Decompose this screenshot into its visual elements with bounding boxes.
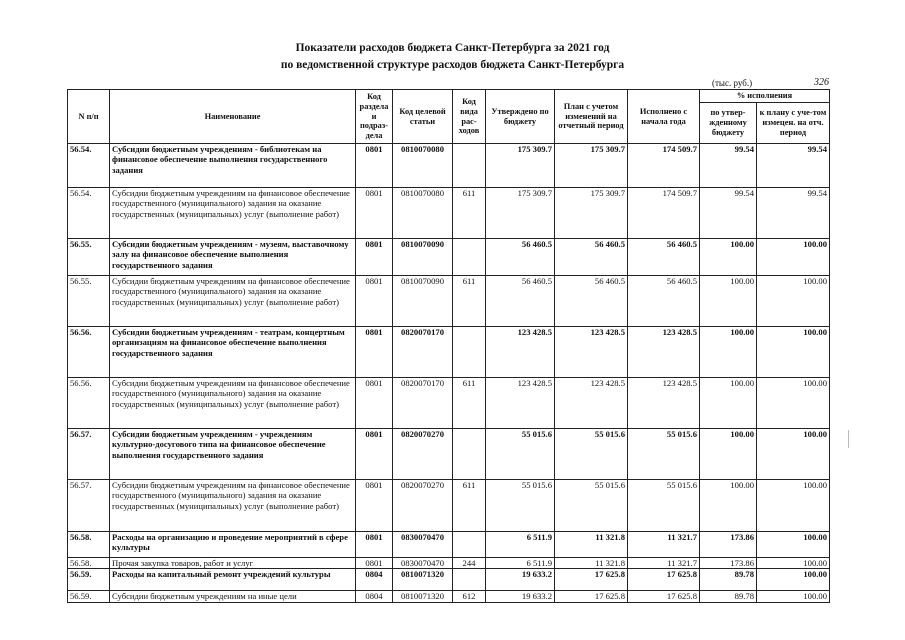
cell-executed: 56 460.5 — [628, 276, 700, 327]
cell-type — [453, 327, 486, 378]
cell-target: 0810071320 — [393, 591, 453, 603]
cell-target: 0820070270 — [393, 480, 453, 532]
cell-num: 56.54. — [68, 188, 110, 239]
cell-approved: 19 633.2 — [486, 591, 555, 603]
col-header-type: Код вида рас-ходов — [453, 90, 486, 144]
cell-name: Субсидии бюджетным учреждениям - театрам, концертным организациям на финансовое обеспечение выполнения государственного задания — [110, 327, 356, 378]
cell-num: 56.56. — [68, 327, 110, 378]
units-label: (тыс. руб.) — [712, 78, 753, 88]
cell-num: 56.57. — [68, 429, 110, 480]
cell-name: Субсидии бюджетным учреждениям на финансовое обеспечение государственного (муниципального) задания на оказание государственных (муниципальных) услуг (выполнение работ) — [110, 276, 356, 327]
cell-num: 56.58. — [68, 558, 110, 569]
cell-type: 611 — [453, 378, 486, 429]
cell-name: Субсидии бюджетным учреждениям на финансовое обеспечение государственного (муниципального) задания на оказание государственных (муниципальных) услуг (выполнение работ) — [110, 378, 356, 429]
table-row — [68, 239, 830, 276]
cell-pct-plan: 100.00 — [757, 378, 830, 429]
cell-name: Прочая закупка товаров, работ и услуг — [110, 558, 356, 569]
cell-plan: 56 460.5 — [555, 276, 628, 327]
col-header-executed: Исполнено с начала года — [628, 90, 700, 144]
cell-section: 0804 — [356, 591, 393, 603]
cell-approved: 56 460.5 — [486, 276, 555, 327]
cell-target: 0810070090 — [393, 276, 453, 327]
cell-approved: 123 428.5 — [486, 378, 555, 429]
cell-plan: 55 015.6 — [555, 480, 628, 532]
budget-table — [67, 89, 830, 603]
cell-plan: 56 460.5 — [555, 239, 628, 276]
cell-approved: 19 633.2 — [486, 569, 555, 591]
col-header-num: N п/п — [68, 90, 110, 144]
cell-approved: 56 460.5 — [486, 239, 555, 276]
cell-executed: 11 321.7 — [628, 558, 700, 569]
col-header-pct-plan: к плану с уче-том измецен. на отч. период — [757, 103, 830, 144]
cell-pct-plan: 100.00 — [757, 532, 830, 558]
table-row — [68, 429, 830, 480]
cell-pct-approved: 89.78 — [700, 569, 757, 591]
table-row — [68, 480, 830, 532]
cell-num: 56.55. — [68, 276, 110, 327]
cell-num: 56.59. — [68, 569, 110, 591]
cell-name: Субсидии бюджетным учреждениям на иные цели — [110, 591, 356, 603]
cell-executed: 123 428.5 — [628, 327, 700, 378]
cell-section: 0801 — [356, 327, 393, 378]
cell-section: 0801 — [356, 239, 393, 276]
col-header-pct-approved: по утвер-жденному бюджету — [700, 103, 757, 144]
cell-num: 56.55. — [68, 239, 110, 276]
cell-pct-plan: 100.00 — [757, 480, 830, 532]
cell-section: 0801 — [356, 429, 393, 480]
cell-pct-plan: 100.00 — [757, 239, 830, 276]
cell-name: Субсидии бюджетным учреждениям - учреждениям культурно-досугового типа на финансовое обеспечение выполнения государственного задания — [110, 429, 356, 480]
cell-type — [453, 144, 486, 188]
table-row — [68, 378, 830, 429]
cell-executed: 17 625.8 — [628, 591, 700, 603]
cell-target: 0810070080 — [393, 188, 453, 239]
cell-name: Расходы на капитальный ремонт учреждений культуры — [110, 569, 356, 591]
cell-pct-plan: 100.00 — [757, 429, 830, 480]
cell-approved: 175 309.7 — [486, 144, 555, 188]
cell-pct-plan: 100.00 — [757, 591, 830, 603]
cell-section: 0801 — [356, 378, 393, 429]
col-header-percent-group: % исполнения — [700, 90, 830, 103]
cell-type — [453, 532, 486, 558]
cell-target: 0810071320 — [393, 569, 453, 591]
cell-pct-approved: 100.00 — [700, 480, 757, 532]
cell-section: 0804 — [356, 569, 393, 591]
cell-executed: 11 321.7 — [628, 532, 700, 558]
cell-section: 0801 — [356, 276, 393, 327]
cell-approved: 123 428.5 — [486, 327, 555, 378]
cell-target: 0820070170 — [393, 378, 453, 429]
table-row — [68, 591, 830, 603]
cell-plan: 11 321.8 — [555, 532, 628, 558]
cell-pct-approved: 100.00 — [700, 378, 757, 429]
cell-name: Субсидии бюджетным учреждениям на финансовое обеспечение государственного (муниципального) задания на оказание государственных (муниципальных) услуг (выполнение работ) — [110, 188, 356, 239]
cell-approved: 55 015.6 — [486, 429, 555, 480]
cell-type: 611 — [453, 276, 486, 327]
cell-num: 56.57. — [68, 480, 110, 532]
cell-plan: 123 428.5 — [555, 378, 628, 429]
cell-executed: 55 015.6 — [628, 480, 700, 532]
cell-type: 612 — [453, 591, 486, 603]
table-row — [68, 276, 830, 327]
cell-section: 0801 — [356, 188, 393, 239]
cell-approved: 175 309.7 — [486, 188, 555, 239]
cell-pct-approved: 173.86 — [700, 558, 757, 569]
table-row — [68, 532, 830, 558]
cell-num: 56.59. — [68, 591, 110, 603]
table-row — [68, 188, 830, 239]
document-subtitle: по ведомственной структуре расходов бюджета Санкт-Петербурга — [280, 59, 625, 71]
cell-pct-approved: 99.54 — [700, 144, 757, 188]
cell-plan: 17 625.8 — [555, 591, 628, 603]
table-row — [68, 327, 830, 378]
cell-pct-approved: 100.00 — [700, 276, 757, 327]
cell-type: 244 — [453, 558, 486, 569]
cell-name: Расходы на организацию и проведение мероприятий в сфере культуры — [110, 532, 356, 558]
cell-pct-plan: 99.54 — [757, 188, 830, 239]
col-header-target: Код целевой статьи — [393, 90, 453, 144]
cell-name: Субсидии бюджетным учреждениям - музеям, выставочному залу на финансовое обеспечение выполнения государственного задания — [110, 239, 356, 276]
cell-approved: 55 015.6 — [486, 480, 555, 532]
cell-target: 0810070080 — [393, 144, 453, 188]
cell-pct-approved: 100.00 — [700, 327, 757, 378]
cell-plan: 17 625.8 — [555, 569, 628, 591]
cell-type: 611 — [453, 188, 486, 239]
cell-type — [453, 429, 486, 480]
cell-approved: 6 511.9 — [486, 558, 555, 569]
cell-type: 611 — [453, 480, 486, 532]
col-header-approved: Утверждено по бюджету — [486, 90, 555, 144]
cell-plan: 175 309.7 — [555, 144, 628, 188]
cell-type — [453, 569, 486, 591]
cell-executed: 174 509.7 — [628, 188, 700, 239]
cell-pct-approved: 100.00 — [700, 239, 757, 276]
scan-mark — [848, 430, 849, 448]
cell-plan: 11 321.8 — [555, 558, 628, 569]
cell-section: 0801 — [356, 480, 393, 532]
cell-section: 0801 — [356, 558, 393, 569]
cell-executed: 55 015.6 — [628, 429, 700, 480]
cell-target: 0830070470 — [393, 558, 453, 569]
cell-pct-plan: 100.00 — [757, 558, 830, 569]
cell-name: Субсидии бюджетным учреждениям - библиотекам на финансовое обеспечение выполнения государственного задания — [110, 144, 356, 188]
table-row — [68, 558, 830, 569]
cell-executed: 174 509.7 — [628, 144, 700, 188]
cell-plan: 55 015.6 — [555, 429, 628, 480]
cell-plan: 123 428.5 — [555, 327, 628, 378]
cell-target: 0810070090 — [393, 239, 453, 276]
cell-executed: 56 460.5 — [628, 239, 700, 276]
cell-target: 0830070470 — [393, 532, 453, 558]
cell-section: 0801 — [356, 532, 393, 558]
table-row — [68, 144, 830, 188]
cell-approved: 6 511.9 — [486, 532, 555, 558]
col-header-name: Наименование — [110, 90, 356, 144]
cell-pct-approved: 89.78 — [700, 591, 757, 603]
cell-target: 0820070270 — [393, 429, 453, 480]
cell-pct-approved: 100.00 — [700, 429, 757, 480]
cell-type — [453, 239, 486, 276]
cell-executed: 17 625.8 — [628, 569, 700, 591]
document-title: Показатели расходов бюджета Санкт-Петербурга за 2021 год — [295, 42, 610, 54]
cell-num: 56.54. — [68, 144, 110, 188]
cell-executed: 123 428.5 — [628, 378, 700, 429]
cell-pct-plan: 100.00 — [757, 276, 830, 327]
cell-pct-plan: 100.00 — [757, 569, 830, 591]
col-header-plan: План с учетом изменений на отчетный период — [555, 90, 628, 144]
cell-num: 56.58. — [68, 532, 110, 558]
cell-pct-approved: 173.86 — [700, 532, 757, 558]
page-number: 326 — [814, 77, 829, 88]
col-header-section: Код раздела и подраз-дела — [356, 90, 393, 144]
cell-pct-plan: 100.00 — [757, 327, 830, 378]
cell-pct-plan: 99.54 — [757, 144, 830, 188]
cell-section: 0801 — [356, 144, 393, 188]
cell-pct-approved: 99.54 — [700, 188, 757, 239]
cell-num: 56.56. — [68, 378, 110, 429]
cell-target: 0820070170 — [393, 327, 453, 378]
cell-name: Субсидии бюджетным учреждениям на финансовое обеспечение государственного (муниципального) задания на оказание государственных (муниципальных) услуг (выполнение работ) — [110, 480, 356, 532]
cell-plan: 175 309.7 — [555, 188, 628, 239]
table-row — [68, 569, 830, 591]
